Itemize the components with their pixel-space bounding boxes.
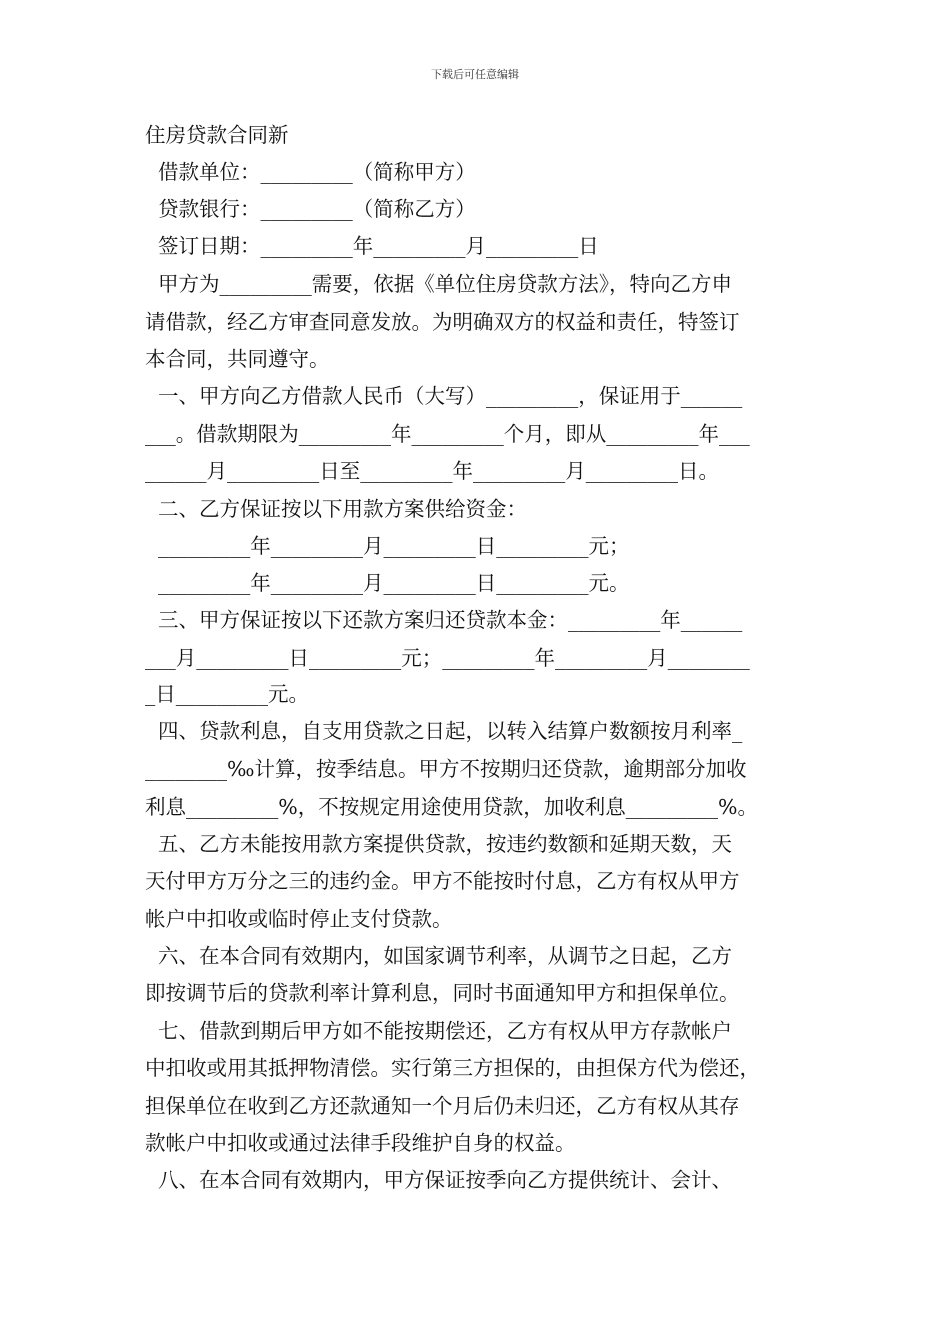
clause-8-line: 八、在本合同有效期内，甲方保证按季向乙方提供统计、会计、 <box>145 1168 733 1192</box>
clause-6-line: 即按调节后的贷款利率计算利息，同时书面通知甲方和担保单位。 <box>145 981 740 1005</box>
clause-2-line: _________年_________月_________日_________元。 <box>145 571 630 595</box>
line-borrower: 借款单位：_________（简称甲方） <box>145 160 476 184</box>
clause-4-line: ________‰计算，按季结息。甲方不按期归还贷款，逾期部分加收 <box>145 757 747 781</box>
clause-5-line: 天付甲方万分之三的违约金。甲方不能按时付息，乙方有权从甲方 <box>145 869 740 893</box>
clause-4-line: 四、贷款利息，自支用贷款之日起，以转入结算户数额按月利率_ <box>145 719 743 743</box>
clause-3-line: 三、甲方保证按以下还款方案归还贷款本金：_________年______ <box>145 608 743 632</box>
clause-7-line: 中扣收或用其抵押物清偿。实行第三方担保的，由担保方代为偿还， <box>145 1056 760 1080</box>
paragraph-intro-line: 请借款，经乙方审查同意发放。为明确双方的权益和责任，特签订 <box>145 310 740 334</box>
clause-7-line: 七、借款到期后甲方如不能按期偿还，乙方有权从甲方存款帐户 <box>145 1019 733 1043</box>
clause-2-line: 二、乙方保证按以下用款方案供给资金： <box>145 497 528 521</box>
clause-2-line: _________年_________月_________日_________元； <box>145 534 630 558</box>
line-sign-date: 签订日期：_________年_________月_________日 <box>145 234 599 258</box>
paragraph-intro-line: 甲方为_________需要，依据《单位住房贷款方法》，特向乙方申 <box>145 272 733 296</box>
clause-7-line: 担保单位在收到乙方还款通知一个月后仍未归还，乙方有权从其存 <box>145 1094 740 1118</box>
line-bank: 贷款银行：_________（简称乙方） <box>145 197 476 221</box>
clause-3-line: _日_________元。 <box>145 682 309 706</box>
page-header: 下载后可任意编辑 <box>431 68 519 81</box>
clause-4-line: 利息_________%，不按规定用途使用贷款，加收利息_________%。 <box>145 795 758 819</box>
clause-5-line: 五、乙方未能按用款方案提供贷款，按违约数额和延期天数，天 <box>145 832 733 856</box>
clause-1-line: 一、甲方向乙方借款人民币（大写）_________，保证用于______ <box>145 384 743 408</box>
clause-3-line: ___月_________日_________元；_________年_________月________ <box>145 646 750 670</box>
paragraph-intro-line: 本合同，共同遵守。 <box>145 347 330 371</box>
clause-6-line: 六、在本合同有效期内，如国家调节利率，从调节之日起，乙方 <box>145 944 733 968</box>
clause-7-line: 款帐户中扣收或通过法律手段维护自身的权益。 <box>145 1131 576 1155</box>
clause-5-line: 帐户中扣收或临时停止支付贷款。 <box>145 907 453 931</box>
clause-1-line: ______月_________日至_________年_________月_________日。 <box>145 459 719 483</box>
document-title: 住房贷款合同新 <box>145 123 289 147</box>
clause-1-line: ___。借款期限为_________年_________个月，即从_________年___ <box>145 422 750 446</box>
